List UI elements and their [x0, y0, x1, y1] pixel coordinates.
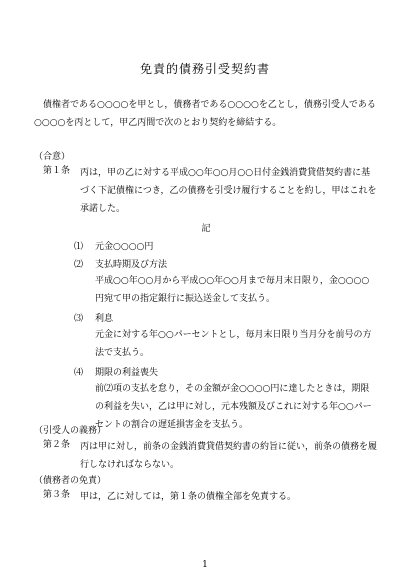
article-1 [34, 164, 378, 218]
intro-text: 債権者である○○○○を甲とし，債務者である○○○○を乙とし，債務引受人である○○○○を丙として，甲乙丙間で次のとおり契約を締結する。 [34, 100, 376, 128]
article-2 [34, 438, 378, 474]
article-2-heading: （引受人の義務） [34, 426, 107, 436]
item-2-body: 平成○○年○○月から平成○○年○○月まで毎月末日限り，金○○○○円宛て甲の指定銀行に振込送金して支払う。 [95, 276, 370, 304]
item-4-label: 期限の利益喪失 [95, 368, 159, 378]
article-1-heading: （合意） [34, 152, 71, 162]
article-3-block [34, 474, 378, 506]
article-2-number: 第２条 [43, 440, 71, 450]
item-2-number: ⑵ [74, 260, 84, 270]
item-4-body: 前⑵項の支払を怠り，その金額が金○○○○円に達したときは，期限の利益を失い，乙は甲に対し，元本残額及びこれに対する年○○パーセントの割合の遅延損害金を支払う。 [95, 384, 372, 430]
item-3 [74, 312, 378, 362]
item-3-label: 利息 [95, 314, 114, 324]
item-4-number: ⑷ [74, 368, 84, 378]
item-3-body: 元金に対する年○○パーセントとし，毎月末日限り当月分を前号の方法で支払う。 [95, 330, 372, 358]
article-1-text: 丙は，甲の乙に対する平成○○年○○月○○日付金銭消費貸借契約書に基づく下記債権につき，乙の債務を引受け履行することを約し，甲はこれを承諾した。 [80, 168, 377, 214]
item-2 [74, 258, 378, 308]
article-2-block [34, 424, 378, 474]
article-3 [34, 488, 378, 506]
article-1-number: 第１条 [43, 166, 71, 176]
article-3-text: 甲は，乙に対しては，第１条の債権全部を免責する。 [80, 492, 297, 502]
item-1-number: ⑴ [74, 242, 84, 252]
article-3-heading: （債務者の免責） [34, 476, 107, 486]
item-1-label: 元金○○○○円 [95, 242, 154, 252]
item-1 [74, 240, 378, 254]
article-3-number: 第３条 [43, 490, 71, 500]
item-2-label: 支払時期及び方法 [95, 260, 168, 270]
item-3-number: ⑶ [74, 314, 84, 324]
article-1-block [34, 150, 378, 434]
page-number: 1 [202, 560, 208, 570]
ki-marker: 記 [201, 224, 211, 234]
intro-paragraph [34, 96, 378, 132]
document-title: 免責的債務引受契約書 [139, 62, 270, 76]
article-2-text: 丙は甲に対し，前条の金銭消費貸借契約書の約旨に従い，前条の債務を履行しなければならない。 [80, 442, 378, 470]
